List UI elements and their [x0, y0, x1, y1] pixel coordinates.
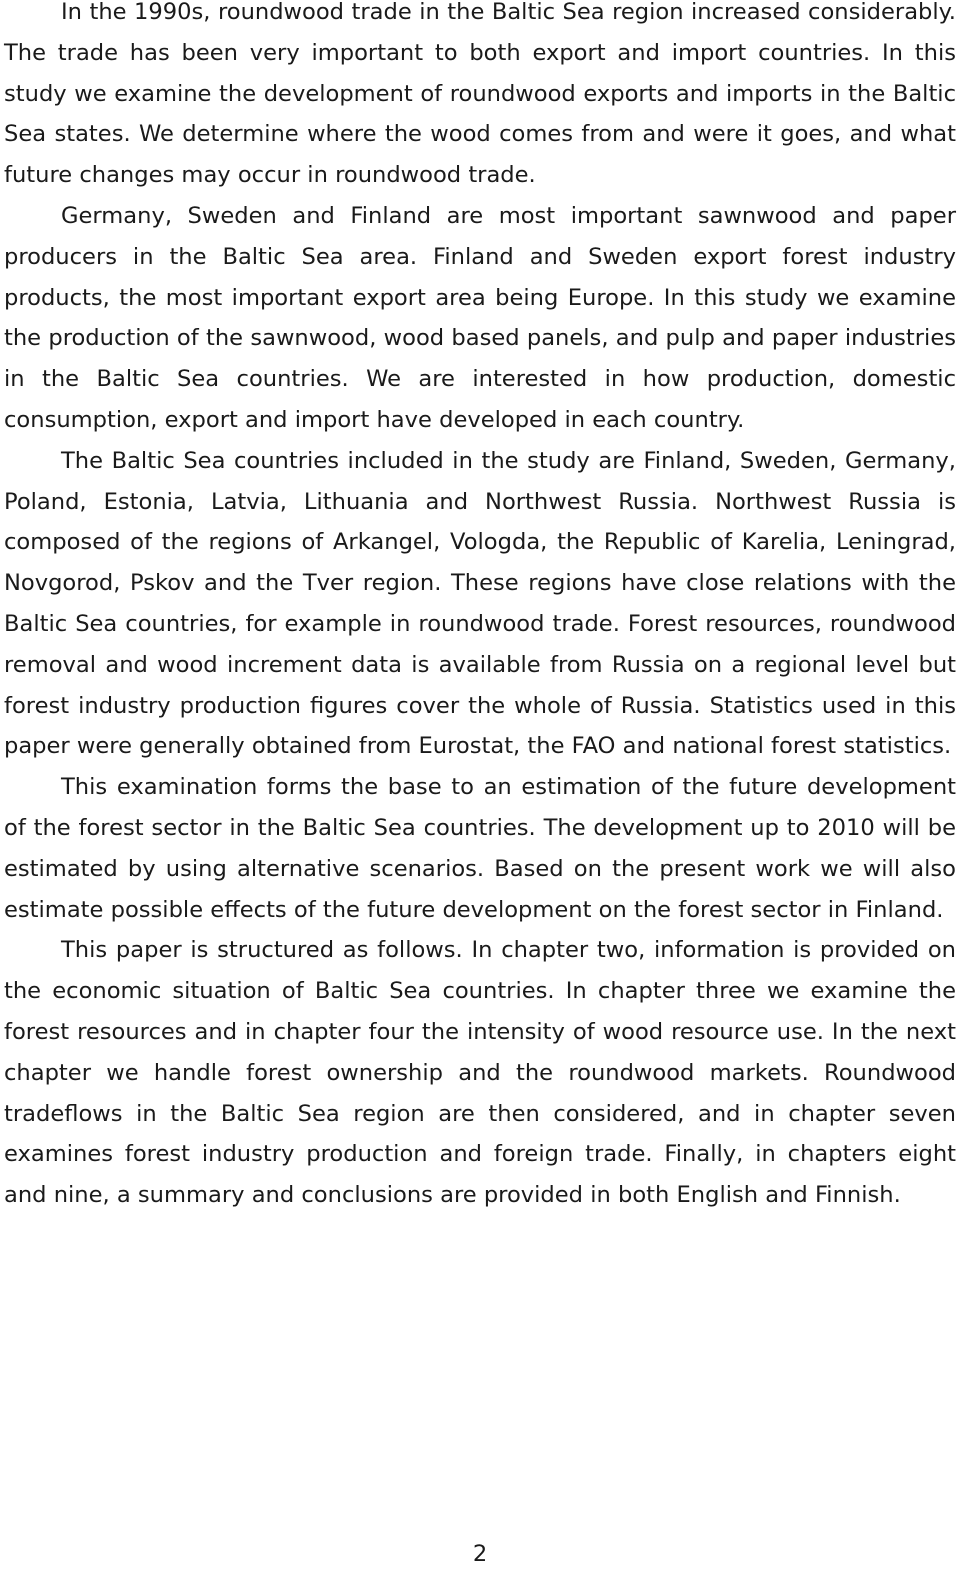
paragraph-structure: This paper is structured as follows. In chapter two, information is provided on the economic situation of Baltic Sea countries. In chapter three we examine the forest resources and in chapter four the intensity of wood resource use. In the next chapter we handle forest ownership and the roundwood markets. Roundwood tradeflows in the Baltic Sea region are then considered, and in chapter seven examines forest industry production and foreign trade. Finally, in chapters eight and nine, a summary and conclusions are provided in both English and Finnish. [4, 937, 956, 1209]
page-number: 2 [472, 1541, 488, 1567]
paragraph-examination: This examination forms the base to an estimation of the future development of the forest sector in the Baltic Sea countries. The development up to 2010 will be estimated by using alternative scenarios. Based on the present work we will also estimate possible effects of the future development on the forest sector in Finland. [4, 774, 956, 923]
paragraph-producers: Germany, Sweden and Finland are most important sawnwood and paper producers in the Baltic Sea area. Finland and Sweden export forest industry products, the most important export area being Europe. In this study we examine the production of the sawnwood, wood based panels, and pulp and paper industries in the Baltic Sea countries. We are interested in how production, domestic consumption, export and import have developed in each country. [4, 202, 956, 433]
document-body [4, 0, 956, 1216]
paragraph-roundwood-trade: In the 1990s, roundwood trade in the Baltic Sea region increased considerably. The trade has been very important to both export and import countries. In this study we examine the development of roundwood exports and imports in the Baltic Sea states. We determine where the wood comes from and were it goes, and what future changes may occur in roundwood trade. [4, 0, 956, 189]
paragraph-countries: The Baltic Sea countries included in the study are Finland, Sweden, Germany, Poland, Estonia, Latvia, Lithuania and Northwest Russia. Northwest Russia is composed of the regions of Arkangel, Vologda, the Republic of Karelia, Leningrad, Novgorod, Pskov and the Tver region. These regions have close relations with the Baltic Sea countries, for example in roundwood trade. Forest resources, roundwood removal and wood increment data is available from Russia on a regional level but forest industry production figures cover the whole of Russia. Statistics used in this paper were generally obtained from Eurostat, the FAO and national forest statistics. [4, 447, 956, 760]
